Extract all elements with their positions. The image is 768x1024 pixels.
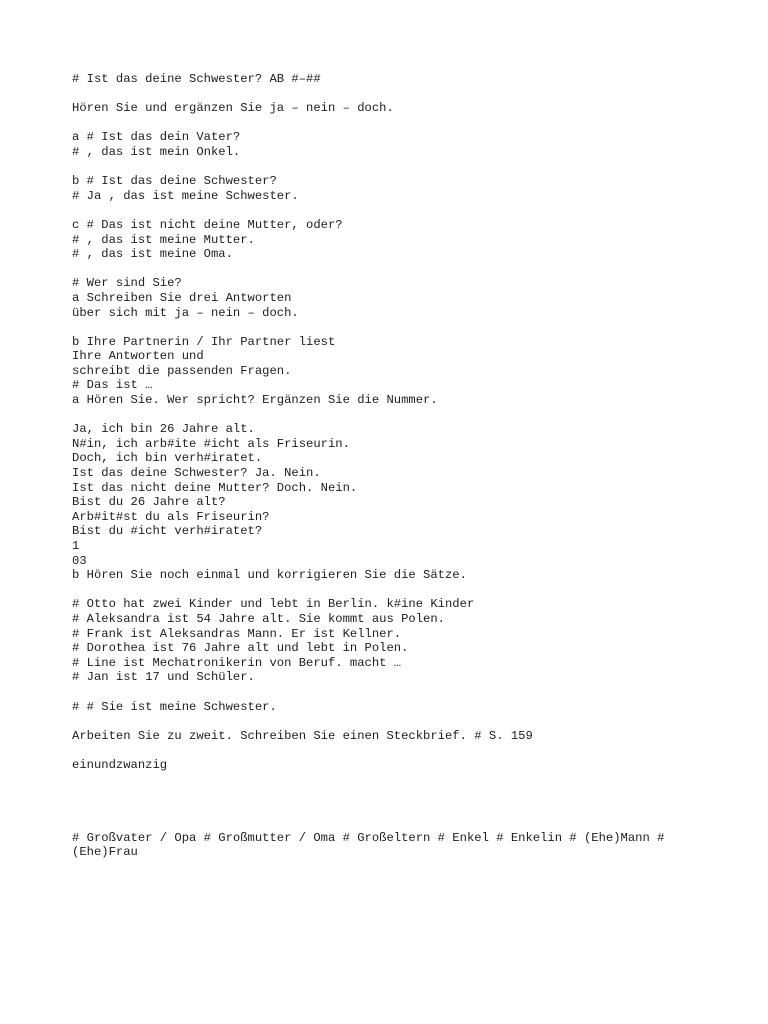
text-line: Arb#it#st du als Friseurin? [72, 509, 270, 524]
text-line: 1 [72, 539, 80, 553]
text-line: # Ist das deine Schwester? AB #–## [72, 72, 321, 86]
text-line: # Großvater / Opa # Großmutter / Oma # Großeltern # Enkel # Enkelin # (Ehe)Mann # [72, 830, 665, 845]
blank-line [72, 743, 696, 758]
blank-line [72, 87, 696, 102]
blank-line [72, 685, 696, 700]
text-line: # Ja , das ist meine Schwester. [72, 188, 299, 203]
text-line: Bist du #icht verh#iratet? [72, 524, 263, 539]
text-line: N#in, ich arb#ite #icht als Friseurin. [72, 436, 350, 451]
blank-line [72, 320, 696, 335]
blank-line [72, 787, 696, 802]
blank-line [72, 116, 696, 131]
blank-line [72, 408, 696, 423]
blank-line [72, 714, 696, 729]
text-line: Ist das nicht deine Mutter? Doch. Nein. [72, 480, 358, 495]
text-line: (Ehe)Frau [72, 845, 138, 860]
blank-line [72, 816, 696, 831]
blank-line [72, 773, 696, 788]
text-line: # # Sie ist meine Schwester. [72, 699, 277, 714]
document-page [72, 72, 696, 860]
text-line: a Schreiben Sie drei Antworten [72, 290, 292, 305]
blank-line [72, 160, 696, 175]
text-line: # Line ist Mechatronikerin von Beruf. macht … [72, 655, 402, 670]
text-line: b # Ist das deine Schwester? [72, 174, 277, 189]
text-line: # Jan ist 17 und Schüler. [72, 670, 255, 685]
text-line: 03 [72, 553, 87, 568]
text-line: schreibt die passenden Fragen. [72, 363, 292, 378]
text-line: # Aleksandra ist 54 Jahre alt. Sie kommt aus Polen. [72, 611, 445, 626]
text-line: # , das ist meine Mutter. [72, 232, 255, 247]
text-line: # Frank ist Aleksandras Mann. Er ist Kellner. [72, 626, 402, 641]
text-line: # Dorothea ist 76 Jahre alt und lebt in Polen. [72, 641, 409, 656]
text-line: Doch, ich bin verh#iratet. [72, 451, 263, 466]
text-line: Ihre Antworten und [72, 349, 204, 364]
text-line: # , das ist mein Onkel. [72, 144, 241, 159]
text-line: a Hören Sie. Wer spricht? Ergänzen Sie die Nummer. [72, 393, 438, 408]
text-line: c # Das ist nicht deine Mutter, oder? [72, 217, 343, 232]
text-line: # Das ist … [72, 378, 153, 393]
blank-line [72, 583, 696, 598]
blank-line [72, 262, 696, 277]
text-line: # , das ist meine Oma. [72, 247, 233, 262]
text-line: über sich mit ja – nein – doch. [72, 305, 299, 320]
text-line: a # Ist das dein Vater? [72, 130, 241, 145]
text-line: # Wer sind Sie? [72, 276, 182, 291]
text-line: Arbeiten Sie zu zweit. Schreiben Sie einen Steckbrief. # S. 159 [72, 728, 533, 743]
text-line: b Hören Sie noch einmal und korrigieren Sie die Sätze. [72, 568, 467, 583]
text-line: b Ihre Partnerin / Ihr Partner liest [72, 334, 336, 349]
text-line: einundzwanzig [72, 757, 168, 772]
text-line: Ja, ich bin 26 Jahre alt. [72, 422, 255, 437]
blank-line [72, 802, 696, 817]
text-line: # Otto hat zwei Kinder und lebt in Berlin. k#ine Kinder [72, 597, 475, 612]
text-line: Bist du 26 Jahre alt? [72, 495, 226, 510]
text-line: Hören Sie und ergänzen Sie ja – nein – doch. [72, 101, 394, 116]
text-line: Ist das deine Schwester? Ja. Nein. [72, 466, 321, 481]
blank-line [72, 203, 696, 218]
